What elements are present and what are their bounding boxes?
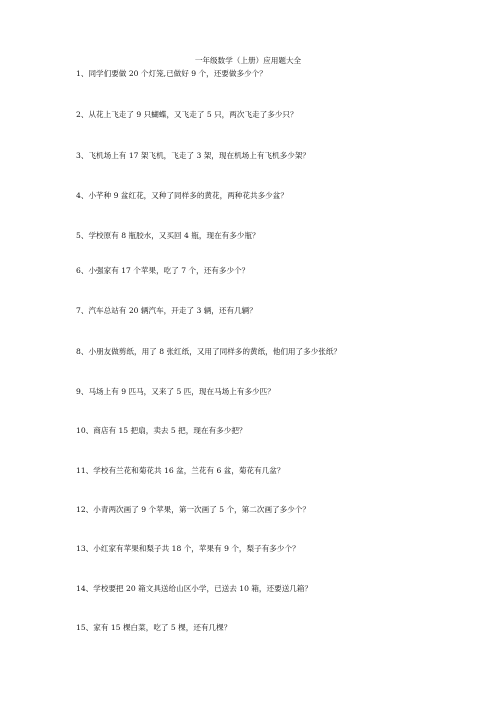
question-text: 学校有兰花和菊花共 16 盆，兰花有 6 盆，菊花有几盆？ [93,466,285,475]
document-title: 一年级数学（上册）应用题大全 [194,56,302,65]
question-number: 14、 [76,584,94,593]
question-number: 6、 [76,266,89,275]
question-number: 3、 [76,151,89,160]
question-item [76,266,249,276]
question-number: 4、 [76,191,89,200]
question-item [76,306,257,316]
question-item [76,466,284,476]
question-item [76,544,300,554]
question-item [76,151,310,161]
question-item [76,231,260,241]
question-item [76,623,231,633]
question-text: 小红家有苹果和梨子共 18 个，苹果有 9 个，梨子有多少个？ [93,544,300,553]
question-text: 同学们要做 20 个灯笼,已做好 9 个，还要做多少个？ [88,69,267,78]
question-text: 商店有 15 把扇，卖去 5 把，现在有多少把？ [93,426,247,435]
question-number: 9、 [76,387,89,396]
question-number: 10、 [76,426,94,435]
question-item [76,110,298,120]
question-item [76,69,267,79]
question-number: 8、 [76,347,89,356]
question-text: 学校原有 8 瓶胶水，又买回 4 瓶，现在有多少瓶？ [88,231,260,240]
question-text: 小芊种 9 盆红花，又种了同样多的黄花，两种花共多少盆？ [88,191,288,200]
question-number: 11、 [76,466,94,475]
question-item [76,191,288,201]
question-item [76,387,275,397]
question-number: 2、 [76,110,89,119]
question-number: 1、 [76,69,89,78]
question-text: 小强家有 17 个苹果，吃了 7 个，还有多少个？ [88,266,250,275]
question-text: 学校要把 20 箱文具送给山区小学，已送去 10 箱，还要送几箱？ [93,584,313,593]
question-text: 小朋友做剪纸，用了 8 张红纸，又用了同样多的黄纸，他们用了多少张纸？ [88,347,342,356]
question-number: 12、 [76,505,94,514]
question-text: 汽车总站有 20 辆汽车，开走了 3 辆，还有几辆？ [88,306,257,315]
question-number: 13、 [76,544,94,553]
question-text: 马场上有 9 匹马，又来了 5 匹，现在马场上有多少匹？ [88,387,275,396]
question-text: 飞机场上有 17 架飞机，飞走了 3 架，现在机场上有飞机多少架？ [88,151,311,160]
question-number: 15、 [76,623,94,632]
question-item [76,584,312,594]
question-item [76,426,247,436]
question-text: 从花上飞走了 9 只蝴蝶，又飞走了 5 只，两次飞走了多少只？ [88,110,298,119]
question-item [76,347,341,357]
question-text: 家有 15 棵白菜，吃了 5 棵，还有几棵？ [93,623,232,632]
question-number: 7、 [76,306,89,315]
question-text: 小青两次画了 9 个苹果，第一次画了 5 个，第二次画了多少个？ [93,505,311,514]
question-number: 5、 [76,231,89,240]
question-item [76,505,310,515]
